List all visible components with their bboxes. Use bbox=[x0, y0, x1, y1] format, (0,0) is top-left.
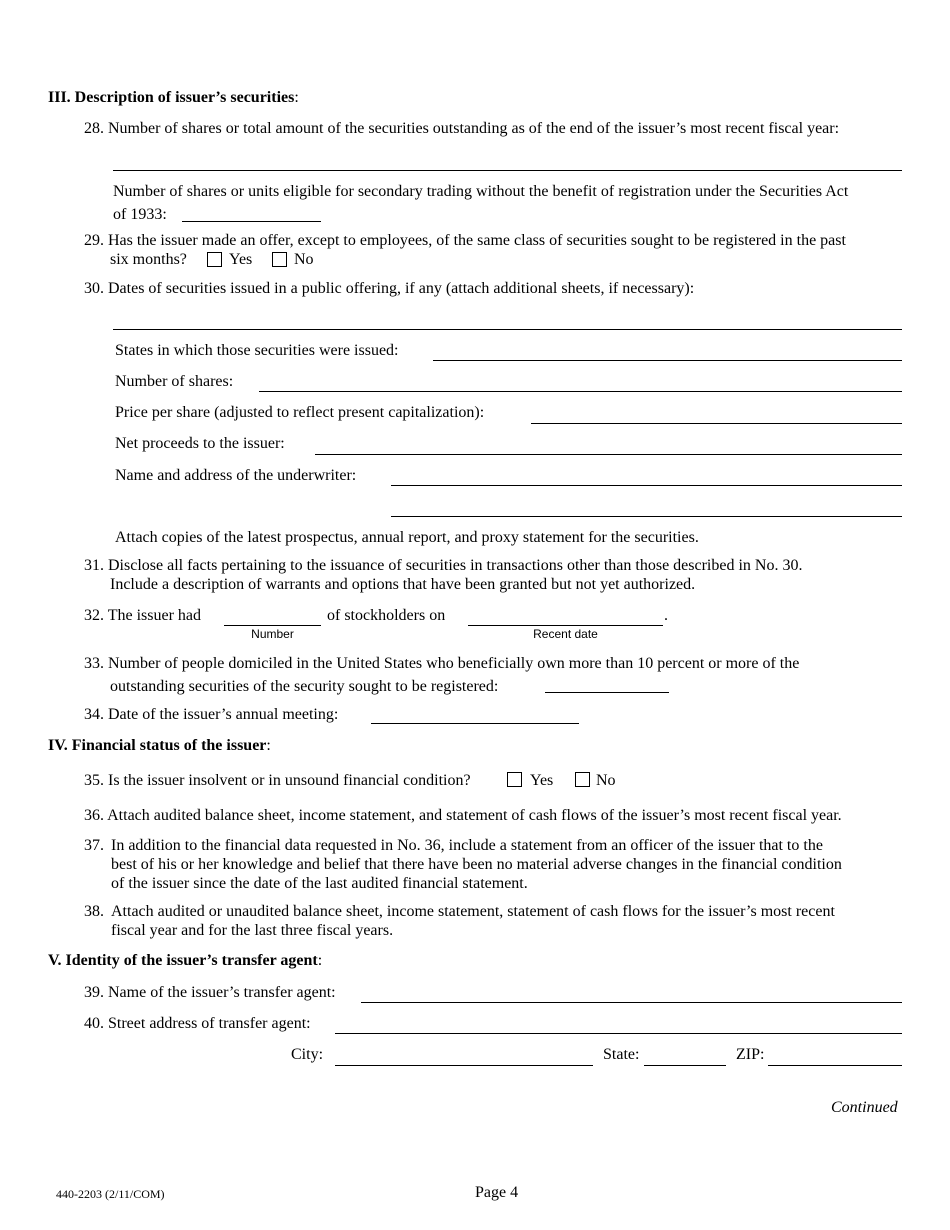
q40-street-field[interactable] bbox=[335, 1033, 902, 1034]
q35-no-label: No bbox=[596, 772, 616, 789]
q32-date-caption: Recent date bbox=[533, 627, 598, 641]
form-code: 440-2203 (2/11/COM) bbox=[56, 1187, 165, 1201]
q32-prefix: 32. The issuer had bbox=[84, 607, 202, 624]
page-number: Page 4 bbox=[475, 1184, 519, 1201]
q38-number: 38. bbox=[84, 903, 104, 920]
q32-number-caption: Number bbox=[251, 627, 294, 641]
q31-line1: 31. Disclose all facts pertaining to the issuance of securities in transactions other than those described in No. 30. bbox=[84, 557, 803, 574]
q28-sub-line1: Number of shares or units eligible for secondary trading without the benefit of registration under the Securities Act bbox=[113, 183, 849, 200]
q29-yes-checkbox[interactable] bbox=[207, 252, 222, 267]
q39-text: 39. Name of the issuer’s transfer agent: bbox=[84, 984, 336, 1001]
q40-zip-label: ZIP: bbox=[736, 1046, 765, 1063]
q34-text: 34. Date of the issuer’s annual meeting: bbox=[84, 706, 339, 723]
q30-proceeds-field[interactable] bbox=[315, 454, 902, 455]
q33-line1: 33. Number of people domiciled in the United States who beneficially own more than 10 percent or more of the bbox=[84, 655, 800, 672]
q28-eligible-shares-field[interactable] bbox=[182, 221, 321, 222]
q33-count-field[interactable] bbox=[545, 692, 669, 693]
q29-no-checkbox[interactable] bbox=[272, 252, 287, 267]
q38-line1: Attach audited or unaudited balance sheet, income statement, statement of cash flows for the issuer’s most recent bbox=[111, 903, 835, 920]
q29-line2: six months? bbox=[110, 251, 187, 268]
q40-state-field[interactable] bbox=[644, 1065, 726, 1066]
q40-state-label: State: bbox=[603, 1046, 640, 1063]
q38-line2: fiscal year and for the last three fiscal years. bbox=[111, 922, 394, 939]
q37-line1: In addition to the financial data requested in No. 36, include a statement from an officer of the issuer that to the bbox=[111, 837, 823, 854]
q30-text: 30. Dates of securities issued in a public offering, if any (attach additional sheets, if necessary): bbox=[84, 280, 695, 297]
q28-text: 28. Number of shares or total amount of the securities outstanding as of the end of the issuer’s most recent fiscal year: bbox=[84, 120, 840, 137]
q37-number: 37. bbox=[84, 837, 104, 854]
q40-city-label: City: bbox=[291, 1046, 324, 1063]
q33-line2: outstanding securities of the security sought to be registered: bbox=[110, 678, 499, 695]
q32-number-field[interactable] bbox=[224, 625, 321, 626]
q40-city-field[interactable] bbox=[335, 1065, 593, 1066]
q30-states-label: States in which those securities were issued: bbox=[115, 342, 399, 359]
continued-note: Continued bbox=[831, 1099, 898, 1116]
section-5-colon: : bbox=[317, 952, 323, 969]
q30-shares-label: Number of shares: bbox=[115, 373, 234, 390]
q30-price-field[interactable] bbox=[531, 423, 902, 424]
section-4-colon: : bbox=[266, 737, 271, 754]
q30-underwriter-label: Name and address of the underwriter: bbox=[115, 467, 357, 484]
q30-underwriter-field-1[interactable] bbox=[391, 485, 902, 486]
section-5-title: V. Identity of the issuer’s transfer agent bbox=[48, 952, 318, 969]
q30-dates-field[interactable] bbox=[113, 329, 902, 330]
section-3-colon: : bbox=[294, 89, 299, 106]
q29-no-label: No bbox=[294, 251, 314, 268]
q37-line2: best of his or her knowledge and belief that there have been no material adverse changes in the financial condition bbox=[111, 856, 842, 873]
section-4-heading bbox=[48, 736, 271, 755]
q30-proceeds-label: Net proceeds to the issuer: bbox=[115, 435, 285, 452]
q31-line2: Include a description of warrants and options that have been granted but not yet authorized. bbox=[110, 576, 696, 593]
q36-text: 36. Attach audited balance sheet, income statement, and statement of cash flows of the issuer’s most recent fiscal year. bbox=[84, 807, 842, 824]
section-5-heading bbox=[48, 951, 322, 970]
q28-sub-line2: of 1933: bbox=[113, 206, 167, 223]
q35-yes-label: Yes bbox=[530, 772, 554, 789]
q29-yes-label: Yes bbox=[229, 251, 253, 268]
q39-agent-name-field[interactable] bbox=[361, 1002, 902, 1003]
q35-no-checkbox[interactable] bbox=[575, 772, 590, 787]
q37-line3: of the issuer since the date of the last audited financial statement. bbox=[111, 875, 528, 892]
q30-underwriter-field-2[interactable] bbox=[391, 516, 902, 517]
q30-attach-note: Attach copies of the latest prospectus, annual report, and proxy statement for the securities. bbox=[115, 529, 699, 546]
section-3-heading bbox=[48, 88, 299, 107]
q28-outstanding-field[interactable] bbox=[113, 170, 902, 171]
section-4-title: IV. Financial status of the issuer bbox=[48, 737, 267, 754]
q40-zip-field[interactable] bbox=[768, 1065, 902, 1066]
q40-text: 40. Street address of transfer agent: bbox=[84, 1015, 311, 1032]
q34-date-field[interactable] bbox=[371, 723, 579, 724]
section-3-title: III. Description of issuer’s securities bbox=[48, 89, 295, 106]
q32-middle: of stockholders on bbox=[327, 607, 446, 624]
q30-states-field[interactable] bbox=[433, 360, 902, 361]
q32-date-field[interactable] bbox=[468, 625, 663, 626]
q32-period: . bbox=[664, 607, 668, 624]
q30-shares-field[interactable] bbox=[259, 391, 902, 392]
q35-text: 35. Is the issuer insolvent or in unsound financial condition? bbox=[84, 772, 471, 789]
q29-line1: 29. Has the issuer made an offer, except to employees, of the same class of securities sought to be registered in the past bbox=[84, 232, 846, 249]
q30-price-label: Price per share (adjusted to reflect present capitalization): bbox=[115, 404, 485, 421]
q35-yes-checkbox[interactable] bbox=[507, 772, 522, 787]
